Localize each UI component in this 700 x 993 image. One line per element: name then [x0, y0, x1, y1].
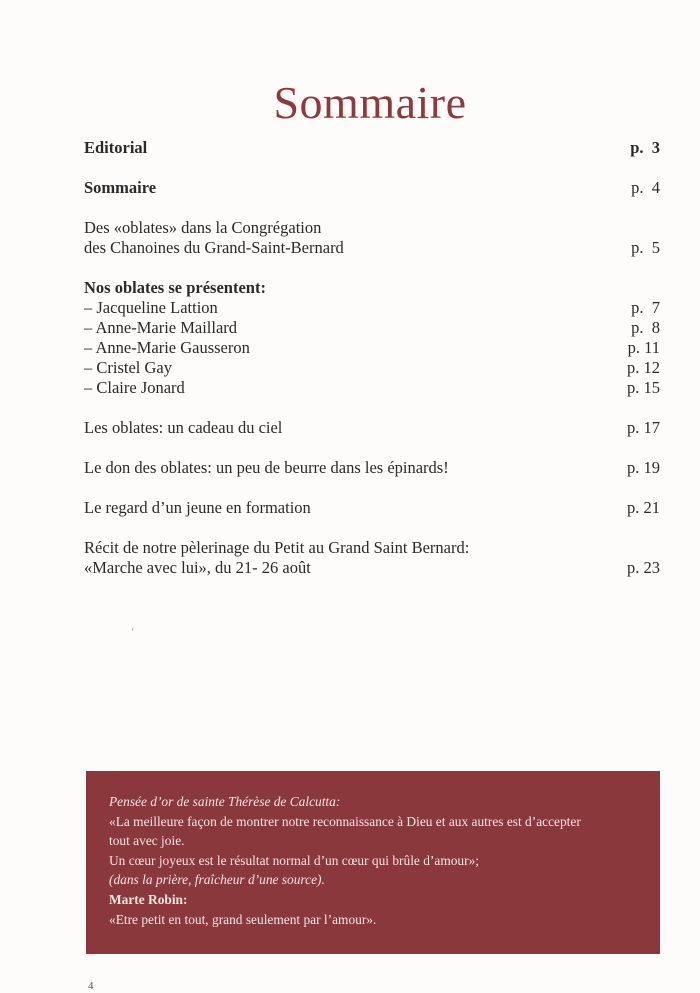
toc-entry[interactable]: [84, 178, 660, 198]
quote-heading: Pensée d’or de sainte Thérèse de Calcutta:: [109, 794, 341, 809]
toc-entry-title: Sommaire: [84, 178, 157, 197]
toc-entry-title-line1: Récit de notre pèlerinage du Petit au Grand Saint Bernard:: [84, 538, 470, 557]
toc-entry[interactable]: [84, 318, 660, 338]
page-title: Sommaire: [273, 77, 467, 128]
toc-entry-page: p. 17: [627, 418, 660, 437]
toc-entry-title: – Anne-Marie Maillard: [84, 318, 238, 337]
toc-entry-title-line2: des Chanoines du Grand-Saint-Bernard: [84, 238, 344, 257]
toc-section-heading: Nos oblates se présentent:: [84, 278, 266, 297]
toc-entry-page: p. 7: [631, 298, 660, 317]
toc-entry-title: Editorial: [84, 138, 148, 157]
toc-entry-title: Le regard d’un jeune en formation: [84, 498, 311, 517]
quote-line: Un cœur joyeux est le résultat normal d’un cœur qui brûle d’amour»;: [109, 852, 480, 868]
quote-line: tout avec joie.: [109, 833, 185, 849]
page-number: 4: [88, 980, 94, 992]
toc-entry[interactable]: [84, 218, 660, 258]
toc-entry-title: Le don des oblates: un peu de beurre dans les épinards!: [84, 458, 449, 477]
toc-entry[interactable]: [84, 138, 660, 158]
toc-entry[interactable]: [84, 538, 660, 578]
toc-entry[interactable]: [84, 418, 660, 438]
toc-entry-title: – Jacqueline Lattion: [84, 298, 218, 317]
toc-entry-page: p. 5: [631, 238, 660, 257]
toc-entry[interactable]: [84, 338, 660, 358]
toc-entry-page: p. 23: [627, 558, 660, 577]
quote-box: [86, 771, 660, 954]
toc-entry[interactable]: [84, 458, 660, 478]
toc-entry-page: p. 15: [627, 378, 660, 397]
toc-entry-page: p. 19: [627, 458, 660, 477]
toc-entry-title: Les oblates: un cadeau du ciel: [84, 418, 283, 437]
quote-line: «Etre petit en tout, grand seulement par l’amour».: [109, 911, 377, 927]
toc-entry-page: p. 4: [631, 178, 660, 197]
toc-entry-title-line1: Des «oblates» dans la Congrégation: [84, 218, 322, 237]
toc-entry[interactable]: [84, 378, 660, 398]
quote-line: «La meilleure façon de montrer notre reconnaissance à Dieu et aux autres est d’accepter: [109, 813, 581, 829]
toc-entry[interactable]: [84, 498, 660, 518]
toc-entry-page: p. 11: [627, 338, 660, 357]
toc-entry-title: – Anne-Marie Gausseron: [84, 338, 250, 357]
toc-entry[interactable]: [84, 298, 660, 318]
toc-entry-page: p. 21: [627, 498, 660, 517]
quote-author: Marte Robin:: [109, 891, 188, 907]
scan-speck: ': [132, 627, 134, 637]
toc-entry-page: p. 12: [627, 358, 660, 377]
toc-entry-title: – Cristel Gay: [84, 358, 172, 377]
toc-entry[interactable]: [84, 358, 660, 378]
toc-entry-title: – Claire Jonard: [84, 378, 185, 397]
toc-entry-page: p. 8: [631, 318, 660, 337]
toc-entry-page: p. 3: [630, 138, 660, 157]
toc-entry-title-line2: «Marche avec lui», du 21- 26 août: [84, 558, 311, 577]
quote-line: (dans la prière, fraîcheur d’une source).: [109, 872, 325, 888]
